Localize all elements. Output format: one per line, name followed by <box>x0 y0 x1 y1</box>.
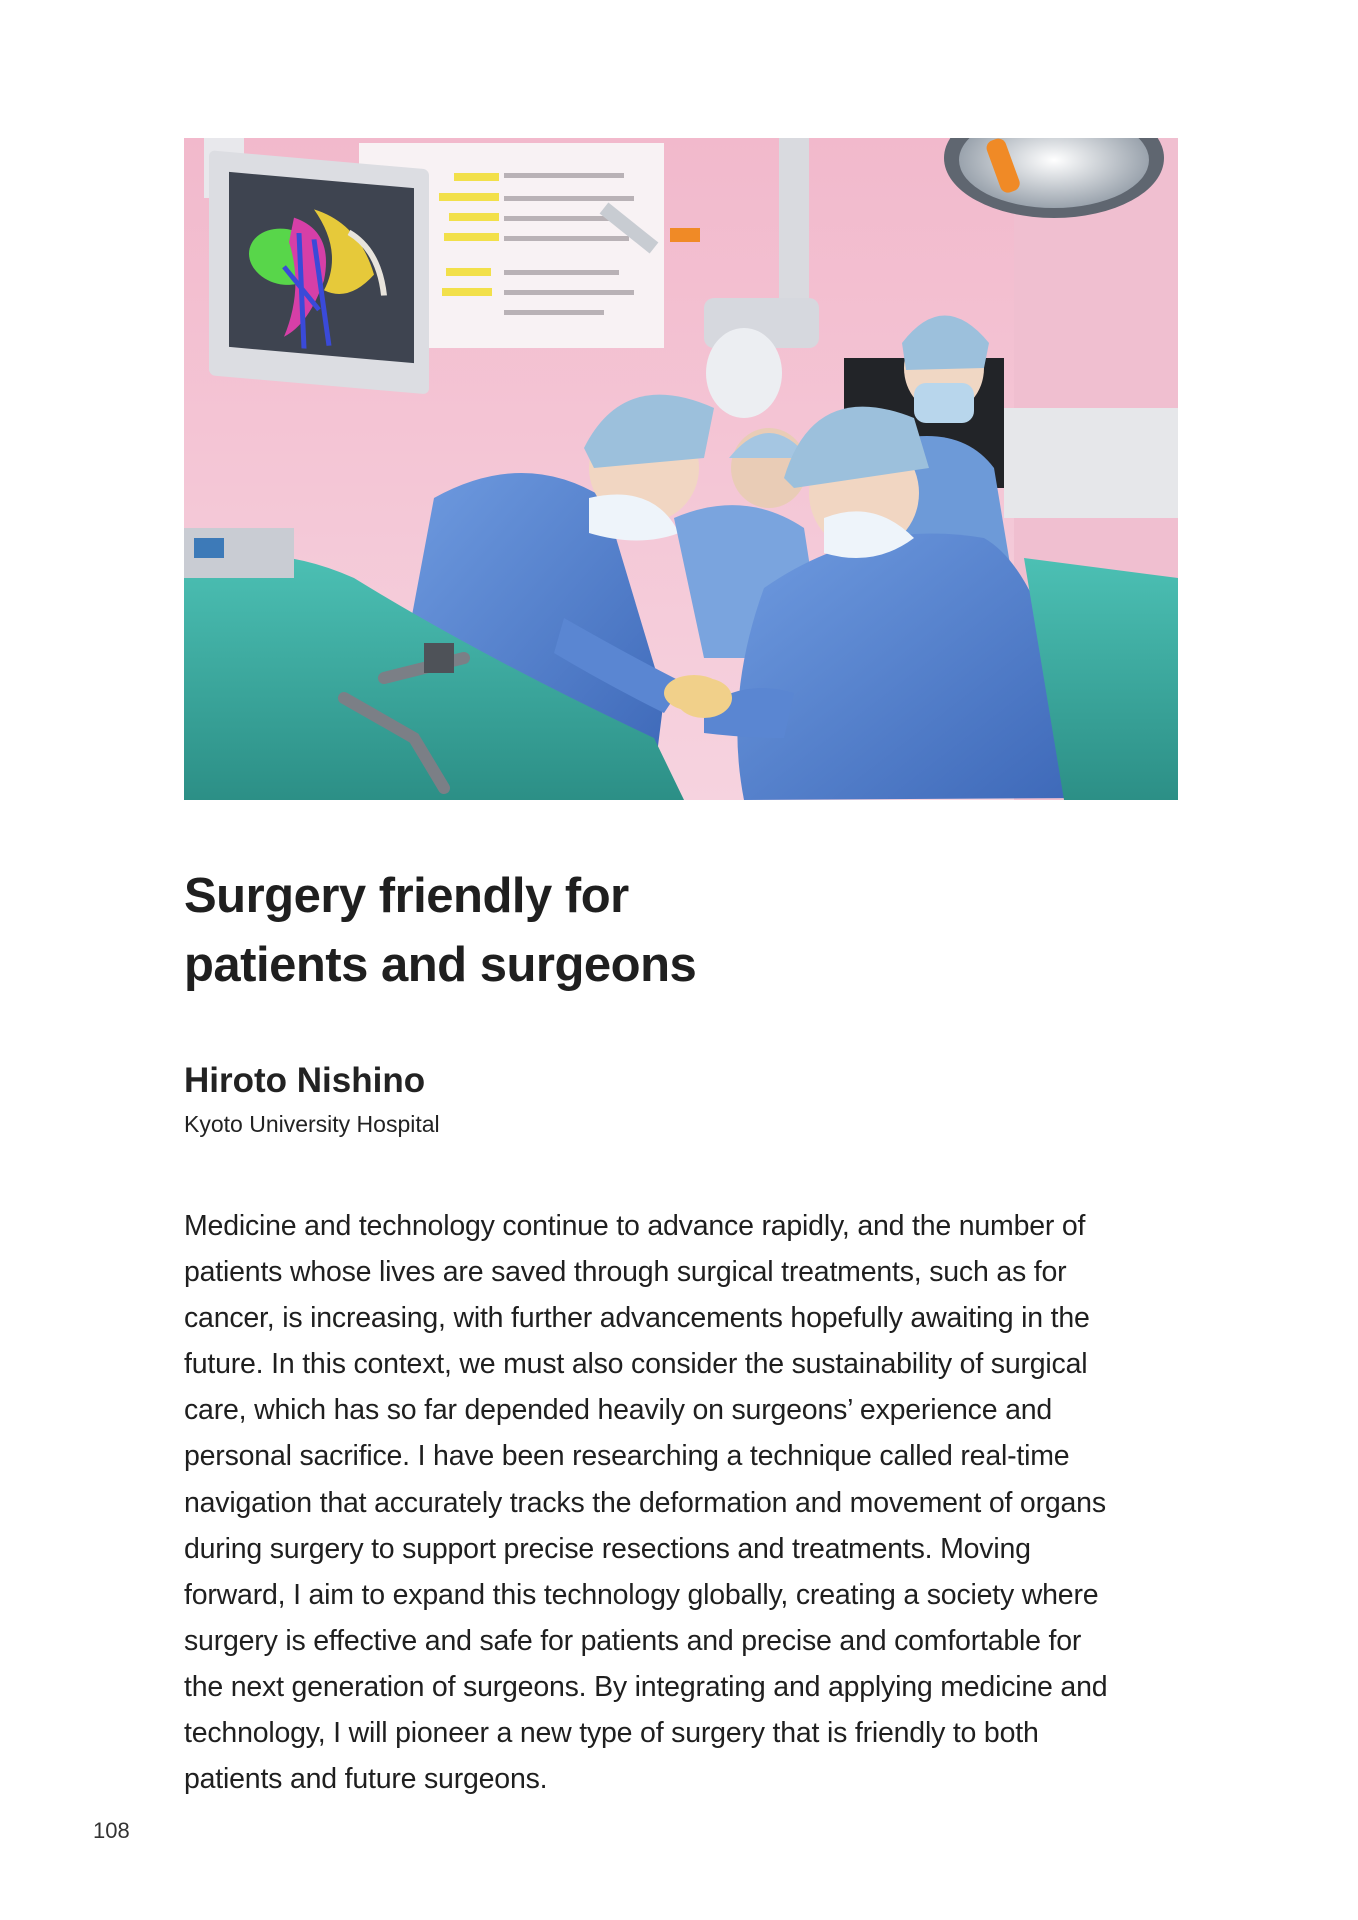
body-line: cancer, is increasing, with further advancements hopefully awaiting in the <box>184 1302 1090 1335</box>
body-line: personal sacrifice. I have been researching a technique called real-time <box>184 1440 1070 1473</box>
article-title <box>184 862 1174 1000</box>
body-line: during surgery to support precise resections and treatments. Moving <box>184 1532 1031 1565</box>
body-line: patients and future surgeons. <box>184 1763 548 1796</box>
body-line: surgery is effective and safe for patients and precise and comfortable for <box>184 1624 1082 1657</box>
page-number: 108 <box>93 1818 130 1843</box>
article-title-line-1: Surgery friendly for <box>184 869 629 923</box>
operating-room-illustration <box>184 138 1178 800</box>
body-line: patients whose lives are saved through surgical treatments, such as for <box>184 1256 1067 1289</box>
author-affiliation: Kyoto University Hospital <box>184 1111 440 1137</box>
body-line: technology, I will pioneer a new type of surgery that is friendly to both <box>184 1717 1039 1750</box>
body-line: care, which has so far depended heavily on surgeons’ experience and <box>184 1394 1053 1427</box>
body-line: navigation that accurately tracks the deformation and movement of organs <box>184 1486 1106 1519</box>
body-line: future. In this context, we must also consider the sustainability of surgical <box>184 1348 1088 1381</box>
article-body <box>184 1203 1174 1802</box>
surgery-photo <box>184 138 1178 800</box>
body-line: Medicine and technology continue to advance rapidly, and the number of <box>184 1210 1086 1242</box>
body-line: the next generation of surgeons. By integrating and applying medicine and <box>184 1670 1108 1703</box>
article-title-line-2: patients and surgeons <box>184 938 697 992</box>
author-name: Hiroto Nishino <box>184 1061 426 1100</box>
body-line: forward, I aim to expand this technology globally, creating a society where <box>184 1578 1099 1611</box>
